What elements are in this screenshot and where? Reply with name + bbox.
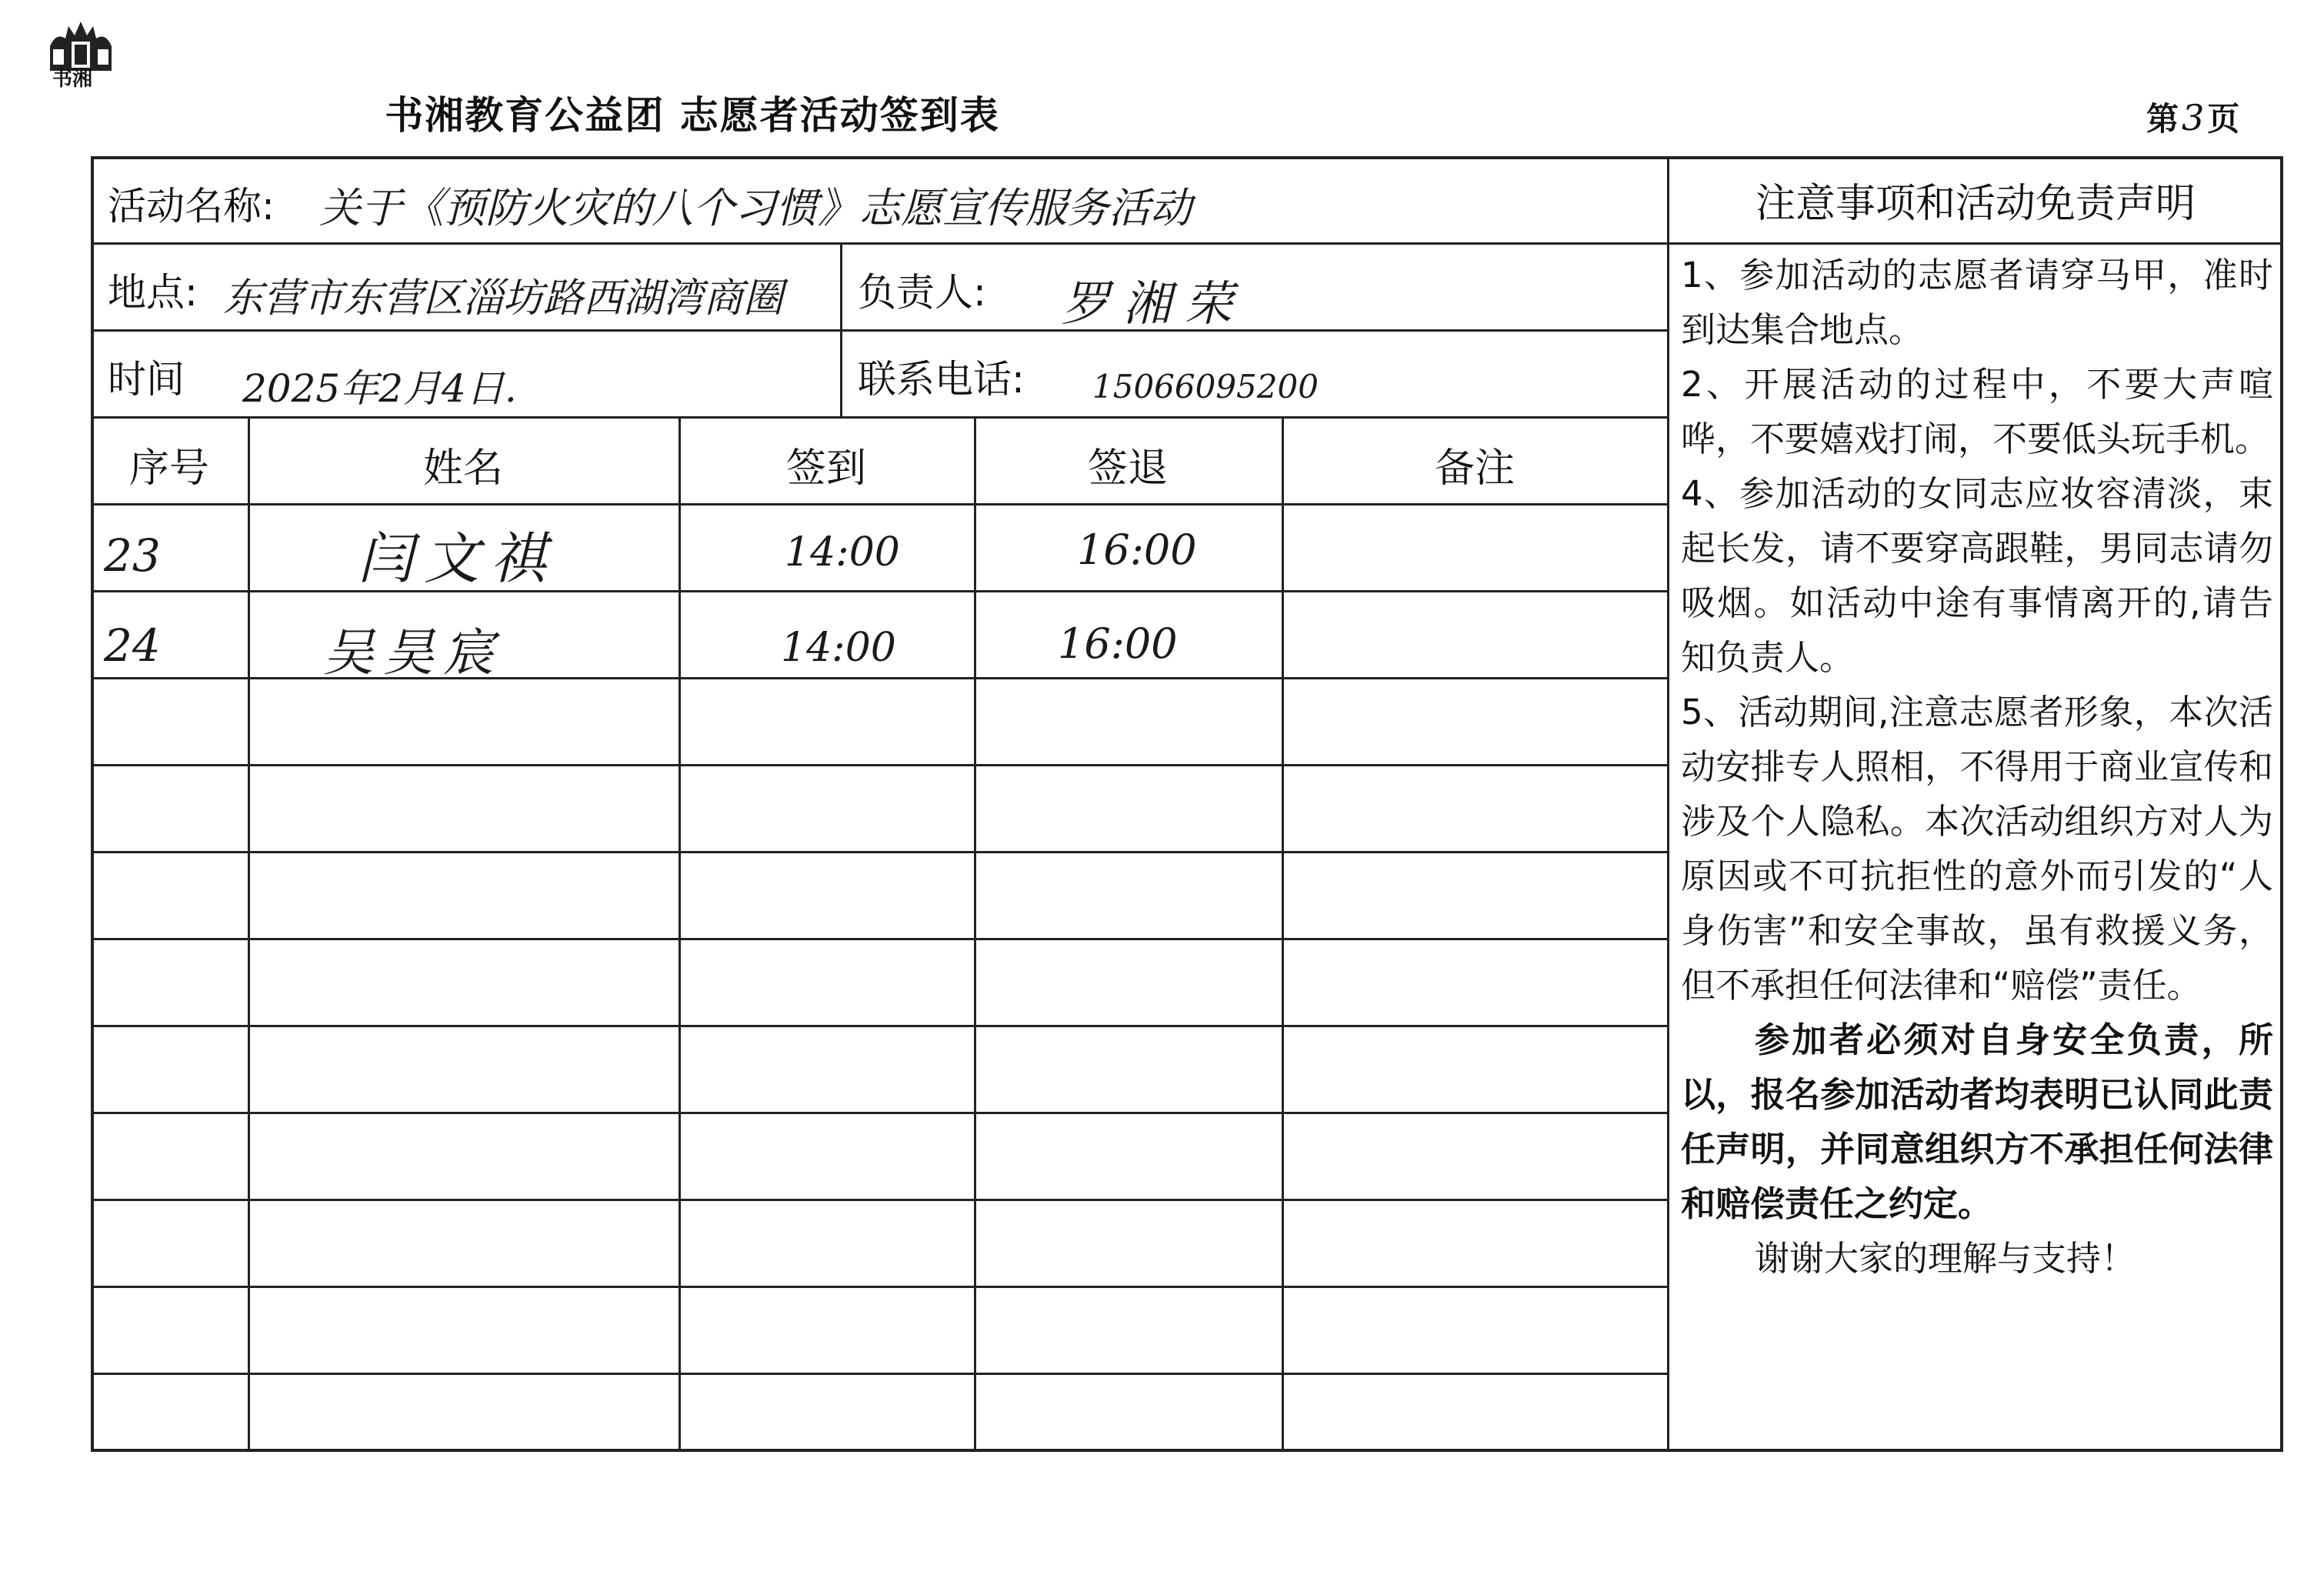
table-row-rule [91,1025,1668,1027]
notice-statement: 参加者必须对自身安全负责，所以，报名参加活动者均表明已认同此责任声明，并同意组织方不承担任何法律和赔偿责任之约定。 [1681,1019,2273,1224]
notice-thanks: 谢谢大家的理解与支持！ [1755,1238,2136,1279]
leader-label: 负责人: [858,270,986,315]
activity-value: 关于《预防火灾的八个习惯》志愿宣传服务活动 [319,184,1192,232]
logo-text: 书湘 [52,68,93,91]
header-sign-in: 签到 [785,445,866,492]
row-sign-out: 16:00 [1077,526,1197,574]
table-row-rule [91,1373,1668,1375]
info-rule-2 [91,329,1668,332]
notice-divider [1667,156,1669,1452]
leader-value: 罗湘荣 [1062,275,1247,332]
table-col-rule [974,416,976,1452]
table-row-rule [91,1199,1668,1201]
table-row-rule [91,1112,1668,1114]
table-row-rule [91,851,1668,853]
info-rule-3 [91,416,1668,419]
header-name: 姓名 [422,445,503,492]
page-prefix: 第 [2146,100,2179,138]
table-row-rule [91,1286,1668,1288]
time-label: 时间 [108,357,185,402]
time-value: 2025年2月4日. [242,366,517,411]
table-header-rule [91,503,1668,506]
notice-item: 4、参加活动的女同志应妆容清淡，束起长发，请不要穿高跟鞋，男同志请勿吸烟。如活动中途有事情离开的,请告知负责人。 [1681,473,2273,678]
header-sign-out: 签退 [1087,445,1168,492]
phone-value: 15066095200 [1092,368,1319,405]
page-number [2146,94,2239,140]
table-row-rule [91,764,1668,766]
location-label: 地点: [108,270,198,315]
notice-title: 注意事项和活动免责声明 [1755,181,2196,227]
header-no: 序号 [128,445,209,492]
activity-label: 活动名称: [108,184,275,229]
notice-title-rule [1667,242,2283,245]
table-col-rule [248,416,250,1452]
page-number-value: 3 [2182,97,2205,138]
location-value: 东营市东营区淄坊路西湖湾商圈 [223,275,784,322]
notice-item: 1、参加活动的志愿者请穿马甲，准时到达集合地点。 [1681,255,2273,350]
notice-item: 5、活动期间,注意志愿者形象，本次活动安排专人照相，不得用于商业宣传和涉及个人隐私。本次活动组织方对人为原因或不可抗拒性的意外而引发的“人身伤害”和安全事故，虽有救援义务，但不承担任何法律和“赔偿”责任。 [1681,692,2273,1006]
phone-label: 联系电话: [858,357,1025,402]
table-row-rule [91,590,1668,592]
info-divider [840,242,842,416]
row-name: 闫文祺 [358,526,557,591]
row-number: 23 [104,529,161,582]
row-sign-in: 14:00 [781,625,896,671]
table-col-rule [679,416,681,1452]
row-sign-out: 16:00 [1058,619,1178,668]
header-note: 备注 [1434,445,1515,492]
row-name: 吴昊宸 [323,623,503,682]
info-rule-1 [91,242,1668,245]
page-suffix: 页 [2207,100,2240,138]
table-col-rule [1282,416,1284,1452]
row-number: 24 [104,619,161,672]
row-sign-in: 14:00 [785,529,900,576]
notice-item: 2、开展活动的过程中，不要大声喧哗，不要嬉戏打闹，不要低头玩手机。 [1681,364,2273,459]
page-title: 书湘教育公益团 志愿者活动签到表 [385,93,1000,138]
notice-body [1681,248,2273,1286]
table-row-rule [91,938,1668,940]
